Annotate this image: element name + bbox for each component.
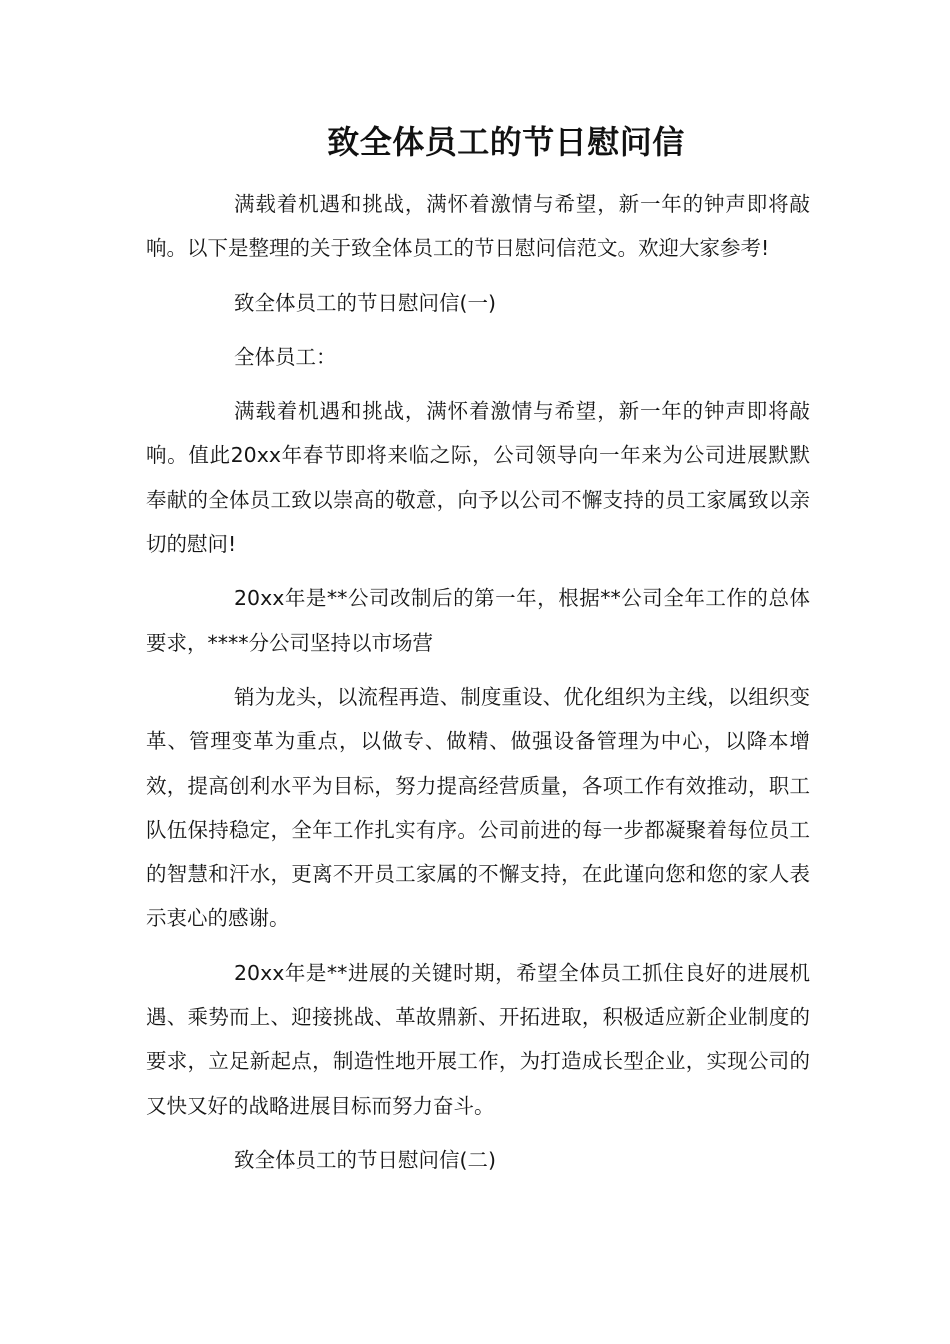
salutation: 全体员工： xyxy=(234,344,337,369)
letter-paragraph: 20xx年是**进展的关键时期，希望全体员工抓住良好的进展机遇、乘势而上、迎接挑战、革故鼎新、开拓进取，积极适应新企业制度的要求，立足新起点，制造性地开展工作，为打造成长型企业，实现公司的又快又好的战略进展目标而努力奋斗。 xyxy=(146,960,810,1118)
letter-paragraph: 20xx年是**公司改制后的第一年，根据**公司全年工作的总体要求，****分公司坚持以市场营 xyxy=(146,586,810,655)
document-body xyxy=(146,182,810,1192)
section-heading-two: 致全体员工的节日慰问信(二) xyxy=(234,1147,496,1172)
intro-paragraph: 满载着机遇和挑战，满怀着激情与希望，新一年的钟声即将敲响。以下是整理的关于致全体员工的节日慰问信范文。欢迎大家参考! xyxy=(146,192,810,261)
section-heading-one: 致全体员工的节日慰问信(一) xyxy=(234,290,496,315)
letter-paragraph: 满载着机遇和挑战，满怀着激情与希望，新一年的钟声即将敲响。值此20xx年春节即将来临之际，公司领导向一年来为公司进展默默奉献的全体员工致以崇高的敬意，向予以公司不懈支持的员工家属致以亲切的慰问! xyxy=(146,399,810,557)
document-title: 致全体员工的节日慰问信 xyxy=(327,123,685,161)
letter-paragraph: 销为龙头，以流程再造、制度重设、优化组织为主线，以组织变革、管理变革为重点，以做专、做精、做强设备管理为中心，以降本增效，提高创利水平为目标，努力提高经营质量，各项工作有效推动，职工队伍保持稳定，全年工作扎实有序。公司前进的每一步都凝聚着每位员工的智慧和汗水，更离不开员工家属的不懈支持，在此谨向您和您的家人表示衷心的感谢。 xyxy=(146,684,810,931)
